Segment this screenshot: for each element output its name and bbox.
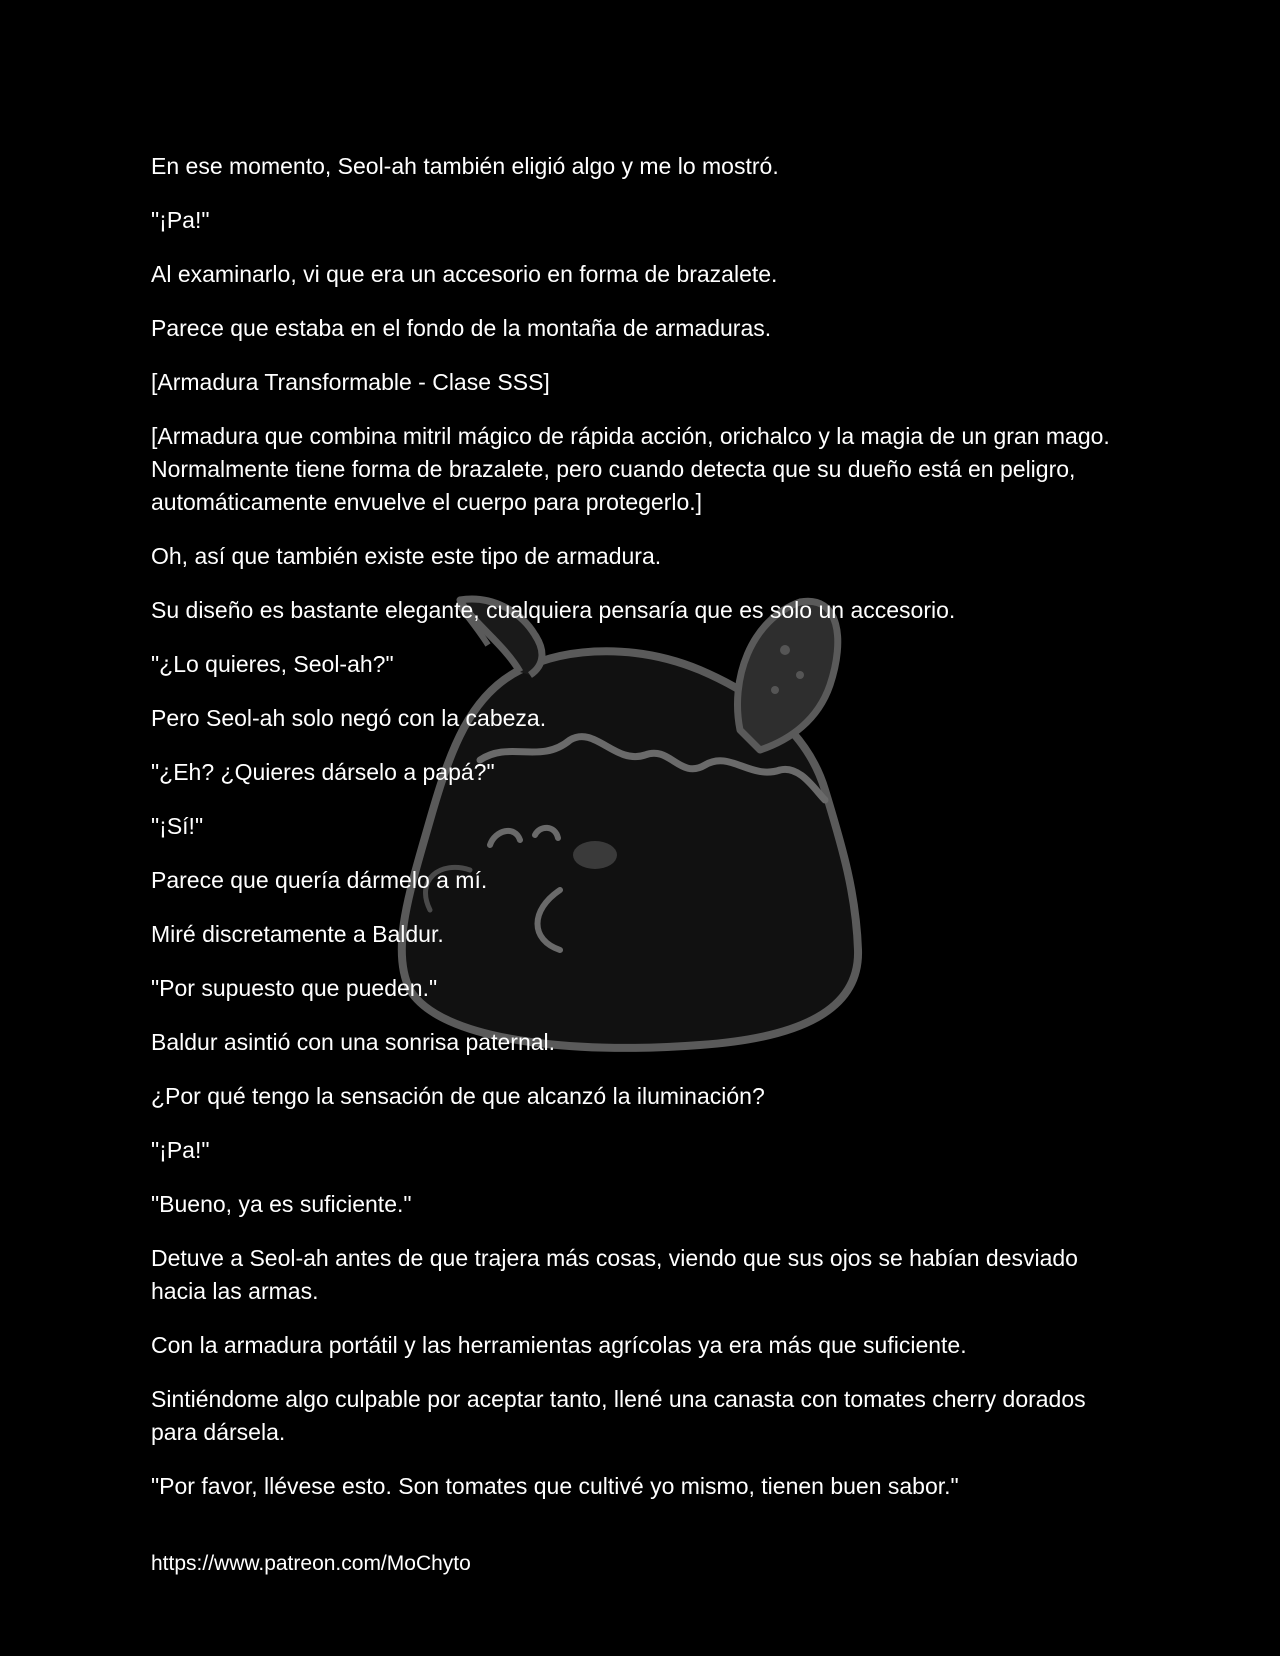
paragraph: En ese momento, Seol-ah también eligió algo y me lo mostró.: [151, 153, 779, 179]
item-title: [Armadura Transformable - Clase SSS]: [151, 369, 550, 395]
paragraph: ¿Por qué tengo la sensación de que alcanzó la iluminación?: [151, 1083, 765, 1109]
paragraph: Con la armadura portátil y las herramientas agrícolas ya era más que suficiente.: [151, 1332, 967, 1358]
paragraph: Oh, así que también existe este tipo de armadura.: [151, 543, 662, 569]
paragraph: Detuve a Seol-ah antes de que trajera más cosas, viendo que sus ojos se habían desviado hacia las armas.: [151, 1245, 1078, 1304]
patreon-link[interactable]: https://www.patreon.com/MoChyto: [151, 1552, 471, 1575]
paragraph: Sintiéndome algo culpable por aceptar tanto, llené una canasta con tomates cherry dorados para dársela.: [151, 1386, 1086, 1445]
paragraph: "¿Lo quieres, Seol-ah?": [151, 651, 394, 677]
story-text: [151, 150, 1136, 1524]
paragraph: Baldur asintió con una sonrisa paternal.: [151, 1029, 556, 1055]
paragraph: "Por favor, llévese esto. Son tomates que cultivé yo mismo, tienen buen sabor.": [151, 1473, 959, 1499]
paragraph: "¡Sí!": [151, 813, 204, 839]
paragraph: Al examinarlo, vi que era un accesorio en forma de brazalete.: [151, 261, 778, 287]
paragraph: "Por supuesto que pueden.": [151, 975, 438, 1001]
paragraph: Miré discretamente a Baldur.: [151, 921, 444, 947]
paragraph: "¿Eh? ¿Quieres dárselo a papá?": [151, 759, 495, 785]
paragraph: Parece que quería dármelo a mí.: [151, 867, 488, 893]
paragraph: "¡Pa!": [151, 1137, 210, 1163]
paragraph: Parece que estaba en el fondo de la montaña de armaduras.: [151, 315, 772, 341]
paragraph: Pero Seol-ah solo negó con la cabeza.: [151, 705, 547, 731]
item-description: [Armadura que combina mitril mágico de rápida acción, orichalco y la magia de un gran mago. Normalmente tiene forma de brazalete, pero cuando detecta que su dueño está en peligro, automáticamente envuelve el cuerpo para protegerlo.]: [151, 423, 1110, 515]
paragraph: Su diseño es bastante elegante, cualquiera pensaría que es solo un accesorio.: [151, 597, 956, 623]
paragraph: "¡Pa!": [151, 207, 210, 233]
paragraph: "Bueno, ya es suficiente.": [151, 1191, 412, 1217]
